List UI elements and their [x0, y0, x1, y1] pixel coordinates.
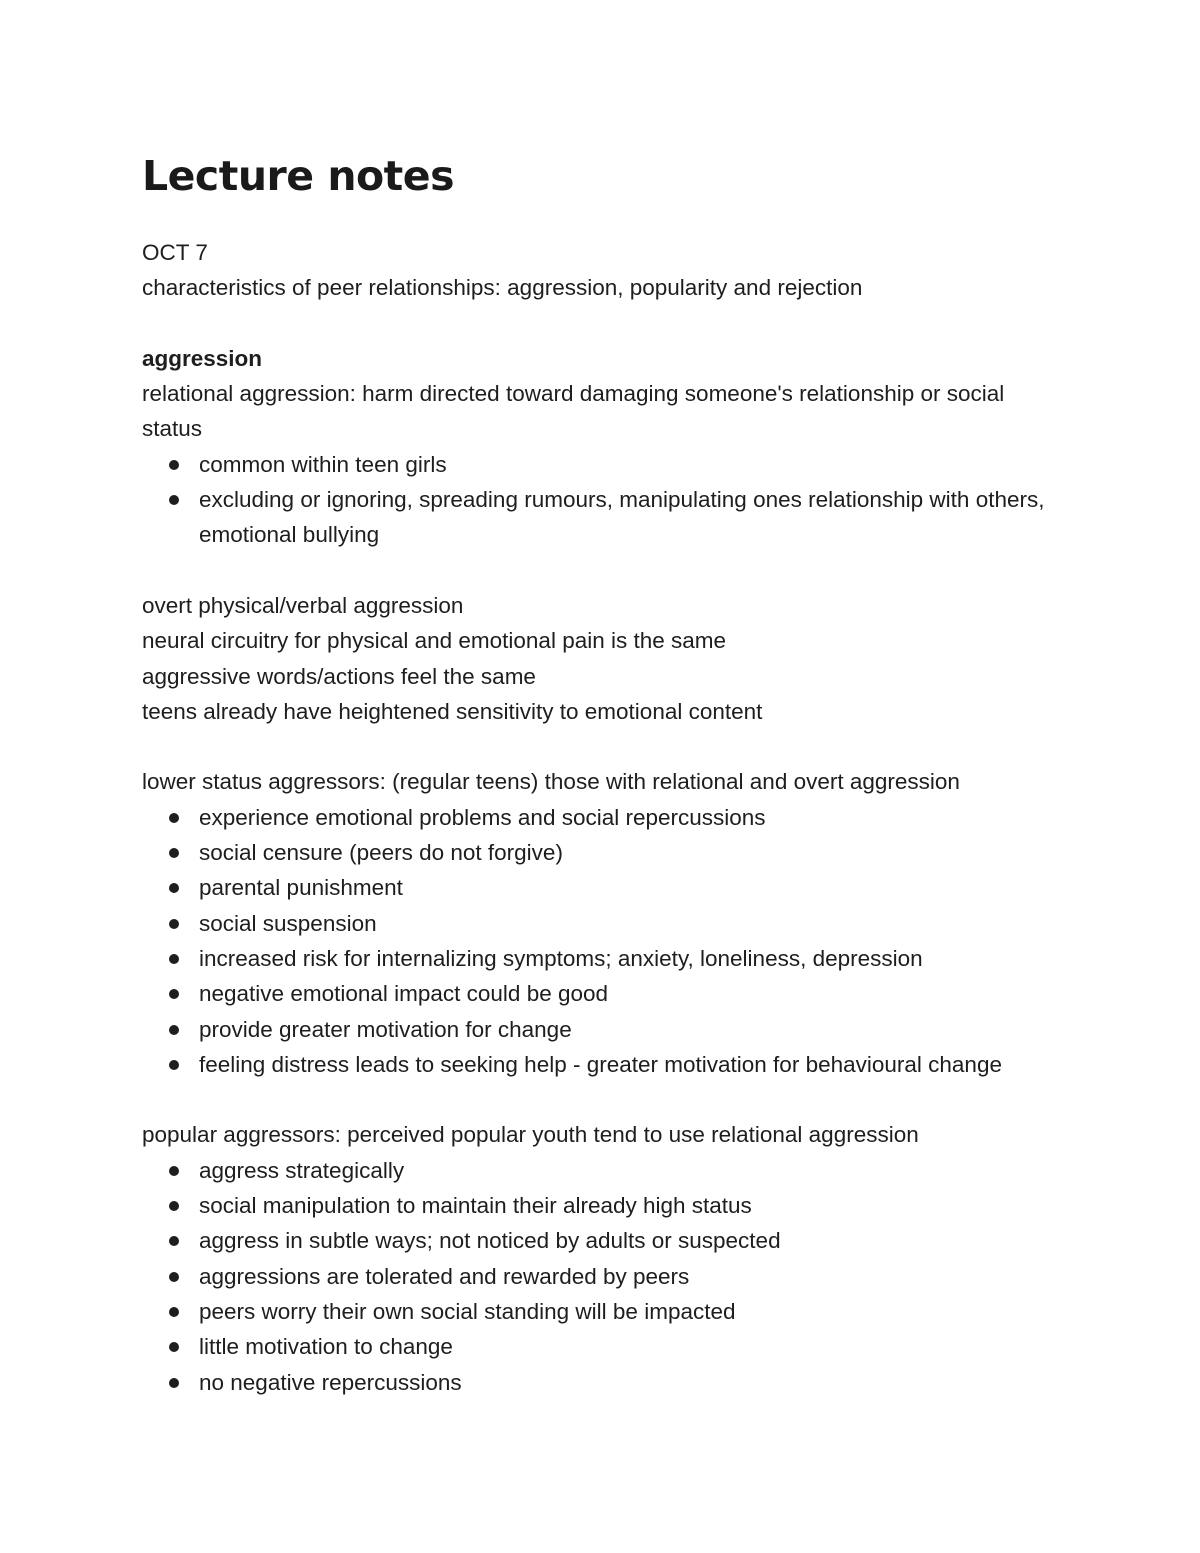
- bullet-icon: [169, 1025, 179, 1035]
- popular-heading: popular aggressors: perceived popular youth tend to use relational aggression: [142, 1122, 919, 1148]
- bullet-icon: [169, 460, 179, 470]
- page-title: Lecture notes: [142, 152, 454, 200]
- bullet-icon: [169, 1307, 179, 1317]
- list-item: [199, 1188, 1062, 1223]
- aggression-bullet-list: [142, 447, 1062, 553]
- spacer: [142, 553, 1062, 588]
- list-item: [199, 976, 1062, 1011]
- list-item: [199, 1365, 1062, 1400]
- bullet-icon: [169, 1166, 179, 1176]
- list-item-text: aggressions are tolerated and rewarded by peers: [199, 1263, 690, 1289]
- date-line: OCT 7: [142, 240, 208, 265]
- list-item-text: aggress in subtle ways; not noticed by adults or suspected: [199, 1228, 781, 1254]
- bullet-icon: [169, 848, 179, 858]
- list-item: [199, 906, 1062, 941]
- list-item-text: no negative repercussions: [199, 1369, 462, 1395]
- bullet-icon: [169, 1236, 179, 1246]
- bullet-icon: [169, 989, 179, 999]
- list-item-text: parental punishment: [199, 875, 403, 901]
- aggression-heading: aggression: [142, 345, 263, 371]
- list-item-text: social suspension: [199, 910, 377, 936]
- lower-status-heading: lower status aggressors: (regular teens) those with relational and overt aggression: [142, 769, 960, 795]
- list-item-text: common within teen girls: [199, 451, 447, 477]
- list-item: [199, 1294, 1062, 1329]
- list-item-text: aggress strategically: [199, 1157, 405, 1183]
- bullet-icon: [169, 1060, 179, 1070]
- bullet-icon: [169, 1201, 179, 1211]
- list-item: [199, 1223, 1062, 1258]
- bullet-icon: [169, 1342, 179, 1352]
- spacer: [142, 729, 1062, 764]
- list-item: [199, 941, 1062, 976]
- list-item: [199, 482, 1062, 553]
- list-item-text: provide greater motivation for change: [199, 1016, 572, 1042]
- overt-line: aggressive words/actions feel the same: [142, 663, 536, 689]
- bullet-icon: [169, 1272, 179, 1282]
- list-item: [199, 800, 1062, 835]
- list-item-text: feeling distress leads to seeking help - greater motivation for behavioural change: [199, 1051, 1002, 1077]
- list-item: [199, 1329, 1062, 1364]
- document-page: [142, 148, 1062, 1400]
- popular-bullet-list: [142, 1153, 1062, 1400]
- list-item: [199, 1259, 1062, 1294]
- list-item: [199, 1153, 1062, 1188]
- subtitle-line: characteristics of peer relationships: aggression, popularity and rejection: [142, 275, 863, 301]
- bullet-icon: [169, 1378, 179, 1388]
- overt-line: neural circuitry for physical and emotional pain is the same: [142, 628, 727, 654]
- bullet-icon: [169, 813, 179, 823]
- bullet-icon: [169, 919, 179, 929]
- list-item-text: peers worry their own social standing will be impacted: [199, 1298, 736, 1324]
- list-item: [199, 835, 1062, 870]
- spacer: [142, 1082, 1062, 1117]
- overt-line: teens already have heightened sensitivity to emotional content: [142, 698, 763, 724]
- spacer: [142, 306, 1062, 341]
- list-item-text: social manipulation to maintain their already high status: [199, 1193, 752, 1219]
- bullet-icon: [169, 495, 179, 505]
- list-item-text: increased risk for internalizing symptoms; anxiety, loneliness, depression: [199, 945, 923, 971]
- list-item: [199, 447, 1062, 482]
- overt-line: overt physical/verbal aggression: [142, 592, 464, 618]
- list-item-text: excluding or ignoring, spreading rumours, manipulating ones relationship with others, emotional bullying: [199, 487, 1045, 548]
- lower-status-bullet-list: [142, 800, 1062, 1082]
- list-item-text: little motivation to change: [199, 1334, 453, 1360]
- list-item: [199, 870, 1062, 905]
- list-item-text: social censure (peers do not forgive): [199, 840, 563, 866]
- spacer: [142, 204, 1062, 235]
- list-item-text: experience emotional problems and social repercussions: [199, 804, 766, 830]
- bullet-icon: [169, 954, 179, 964]
- list-item-text: negative emotional impact could be good: [199, 981, 609, 1007]
- list-item: [199, 1047, 1062, 1082]
- list-item: [199, 1012, 1062, 1047]
- bullet-icon: [169, 883, 179, 893]
- relational-definition: relational aggression: harm directed toward damaging someone's relationship or social status: [142, 381, 1005, 442]
